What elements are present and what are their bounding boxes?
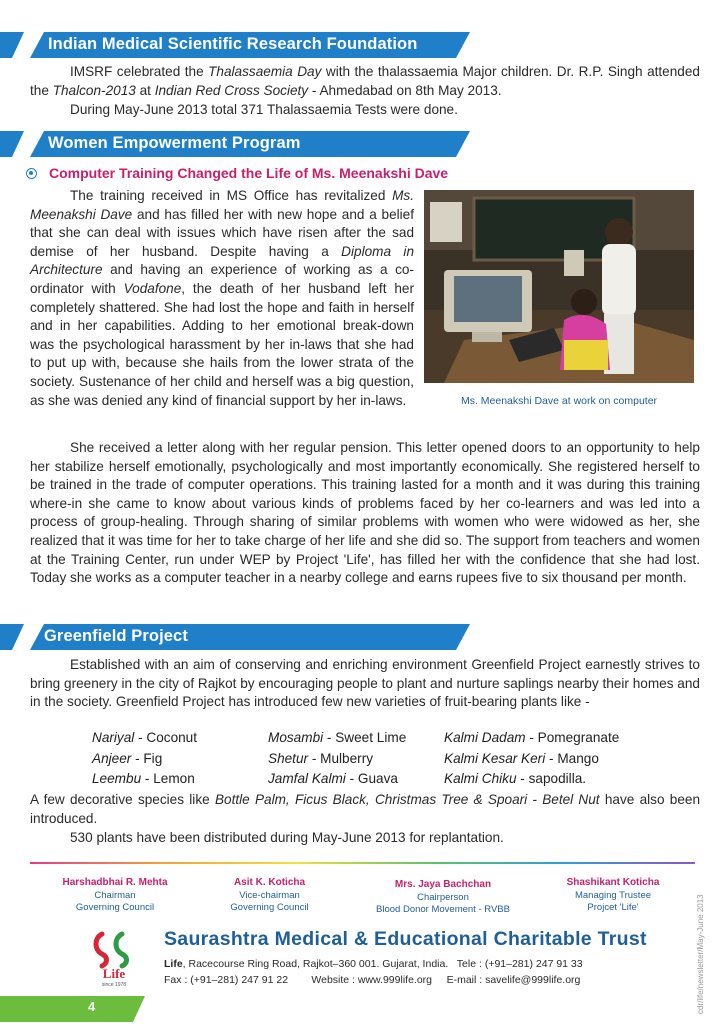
plant-entry [268,728,444,749]
text: and having an experience of working as a co-ordinator with [30,262,414,296]
trustee-name: Shashikant Koticha [566,877,660,888]
trustee-name: Mrs. Jaya Bachchan [394,879,492,890]
trustee-body: Governing Council [75,902,155,913]
page-number-bar [0,996,145,1022]
trustee-card [202,877,337,915]
greenfield-paragraph-2 [30,791,700,828]
life-logo [92,930,136,988]
plant-english-name: - Pomegranate [525,730,620,745]
wep-paragraph-1 [30,187,414,410]
imsrf-heading: Indian Medical Scientific Research Foundation [48,35,418,53]
greenfield-paragraph-3: 530 plants have been distributed during May-June 2013 for replantation. [70,830,504,845]
life-logo-icon [92,930,136,988]
text: The training received in MS Office has revitalized [70,188,393,203]
photo-illustration [424,190,694,383]
text: Thalassaemia Day [208,64,322,79]
photo-caption: Ms. Meenakshi Dave at work on computer [460,395,658,407]
text: at [135,82,155,98]
page-number: 4 [88,999,96,1014]
plant-entry [444,749,644,770]
plant-local-name: Kalmi Kesar Keri [444,750,546,766]
text: have also been introduced. [30,792,700,826]
imsrf-section-header [0,32,480,58]
greenfield-heading: Greenfield Project [44,627,188,645]
plant-local-name: Mosambi [268,730,324,745]
footer-divider [30,862,695,864]
plant-entry [92,728,268,749]
imsrf-paragraph-1 [30,63,700,100]
plant-local-name: Shetur [268,750,309,766]
plant-local-name: Leembu [92,771,142,786]
greenfield-section-header [0,624,480,650]
plant-row [92,749,644,770]
plant-entry [92,749,268,770]
trustee-role: Chairperson [417,891,469,903]
trustee-role: Managing Trustee [574,889,652,901]
wep-subheading [26,165,448,181]
wep-paragraph-2: She received a letter along with her regular pension. This letter opened doors to an opportunity to help her stabilize herself emotionally, psychologically and most importantly economically. She registered herself to be trained in the trade of computer operations. This training lasted for a month and it was during this training where-in she came to know about various kinds of problems faced by her co-learners and was led into a process of group-healing. Through sharing of similar problems with women who were widowed as her, she realized that it was time for her to take charge of her life and she did so. The support from teachers and women at the Training Center, run under WEP by Project 'Life', has filled her with the confidence that she had lost. Today she works as a computer teacher in a nearby college and earns rupees five to six thousand per month. [30,440,700,586]
plant-local-name: Jamfal Kalmi [268,771,346,786]
text: Indian Red Cross Society [154,82,309,98]
plant-local-name: Kalmi Dadam [444,730,526,745]
radio-bullet-icon [26,168,37,179]
text: Thalcon-2013 [52,82,136,98]
plant-row [92,728,644,749]
text: , the death of her husband left her completely shattered. She had lost the hope and faith in herself and in her capabilities. Adding to her emotional break-down was the psychological harassment by her in-laws that she had to put up with, because she hails from the lower strata of the society. Sustenance of her child and herself was a big question, as she was denied any kind of financial support by her in-laws. [30,280,414,408]
text: - Ahmedabad on 8th May 2013. [308,82,502,98]
trustee-list [40,877,680,921]
plant-english-name: - Fig [131,750,163,766]
logo-since: since 1978 [101,982,127,988]
text: Diploma in Architecture [30,243,415,278]
plant-english-name: - Mulberry [308,750,374,766]
trustee-card [548,877,678,915]
trustee-body: Projcet 'Life' [587,902,639,913]
subheading-text: Computer Training Changed the Life of Ms. Meenakshi Dave [49,165,449,181]
plant-english-name: - Sweet Lime [323,730,407,745]
text: , Racecourse Ring Road, Rajkot–360 001. Gujarat, India. Tele : (+91–281) 247 91 33 [182,958,583,970]
text: IMSRF celebrated the [70,64,209,79]
plant-entry [268,749,444,770]
trustee-body: Blood Donor Movement - RVBB [376,904,510,915]
plant-row [92,769,644,790]
header-accent [0,32,24,58]
trustee-body: Governing Council [230,902,309,913]
plant-entry [444,769,644,790]
plant-entry [268,769,444,790]
trustee-name: Harshadbhai R. Mehta [62,877,168,888]
wep-heading: Women Empowerment Program [48,134,301,152]
plant-english-name: - Mango [545,750,599,766]
side-tag-text: cdr/life/newsletter/May-June 2013 [696,894,705,1014]
text: A few decorative species like [30,792,215,807]
meenakshi-photo [424,190,694,383]
plant-local-name: Kalmi Chiku [444,771,517,786]
greenfield-paragraph-1: Established with an aim of conserving and enriching environment Greenfield Project earnestly strives to bring greenery in the city of Rajkot by encouraging people to plant and nurture saplings nearby their homes and in the society. Greenfield Project has introduced few new varieties of fruit-bearing plants like - [30,657,700,710]
text: Ms. Meenakshi Dave [30,188,414,222]
plant-english-name: - Guava [345,771,398,786]
imsrf-paragraph-2: During May-June 2013 total 371 Thalassaemia Tests were done. [70,102,458,117]
header-accent [0,131,24,157]
trustee-role: Chairman [94,889,136,901]
text: Bottle Palm, Ficus Black, Christmas Tree & Spoari - Betel Nut [214,792,600,807]
logo-wordmark: Life [102,966,126,981]
address-line-2: Fax : (+91–281) 247 91 22 Website : www.999life.org E-mail : savelife@999life.org [164,974,581,986]
plant-entry [444,728,644,749]
header-accent [0,624,24,650]
plant-entry [92,769,268,790]
plant-local-name: Anjeer [92,750,132,766]
side-print-tag [696,878,714,1014]
plant-english-name: - Lemon [141,771,195,786]
text: Life [164,958,183,970]
wep-section-header [0,131,480,157]
plant-english-name: - sapodilla. [516,771,587,786]
trust-name: Saurashtra Medical & Educational Charitable Trust [164,928,647,950]
text: with the thalassaemia Major children. Dr. R.P. Singh attended the [30,64,700,98]
address-line-1 [164,958,583,970]
plant-english-name: - Coconut [134,730,198,745]
text: and has filled her with new hope and a belief that she can deal with issues which have risen after the sad demise of her husband. Despite having a [30,206,415,259]
trustee-card [358,879,528,917]
plant-varieties-table [92,728,644,790]
trustee-name: Asit K. Koticha [233,877,306,888]
plant-local-name: Nariyal [92,730,135,745]
trustee-role: Vice-chairman [239,889,300,901]
text: Vodafone [123,280,182,296]
trustee-card [40,877,190,915]
